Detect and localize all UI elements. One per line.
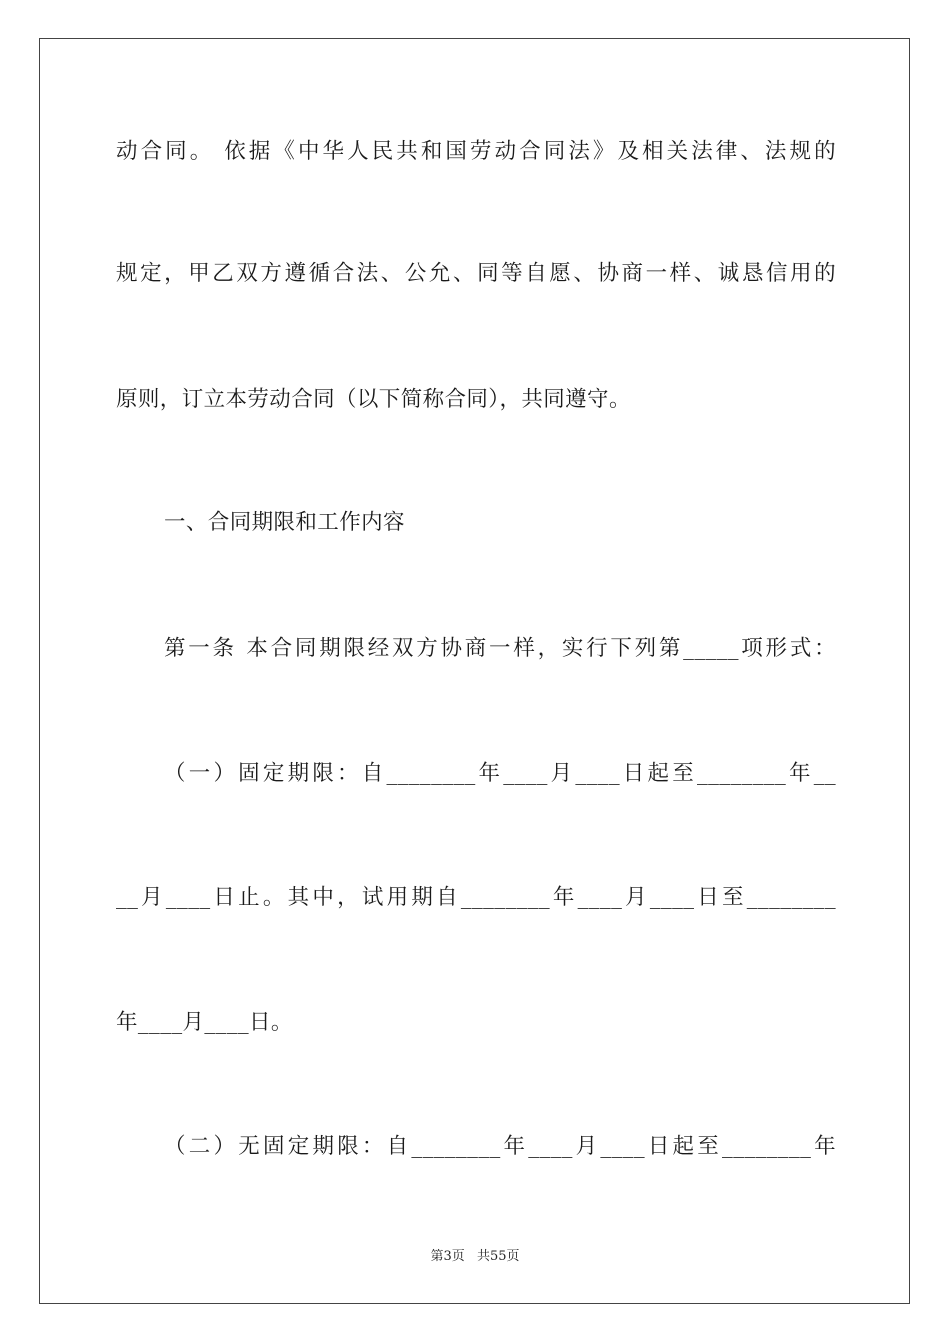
clause-line: （一）固定期限：自________年____月____日起至________年__ [164,761,836,786]
clause-line: 第一条 本合同期限经双方协商一样，实行下列第_____项形式： [164,636,836,661]
clause-line: （二）无固定期限：自________年____月____日起至________年 [164,1134,836,1159]
page-total: 共55页 [476,1249,520,1264]
page-number: 第3页 [430,1249,465,1264]
section-heading: 一、合同期限和工作内容 [164,510,405,535]
clause-line: 年____月____日。 [116,1010,293,1035]
paragraph-line: 动合同。 依据《中华人民共和国劳动合同法》及相关法律、法规的 [116,139,836,164]
clause-line: __月____日止。其中，试用期自________年____月____日至________ [116,885,836,910]
paragraph-line: 原则，订立本劳动合同（以下简称合同），共同遵守。 [116,387,631,412]
page-border [39,38,910,1304]
page-footer [0,1248,950,1266]
paragraph-line: 规定，甲乙双方遵循合法、公允、同等自愿、协商一样、诚恳信用的 [116,261,836,286]
